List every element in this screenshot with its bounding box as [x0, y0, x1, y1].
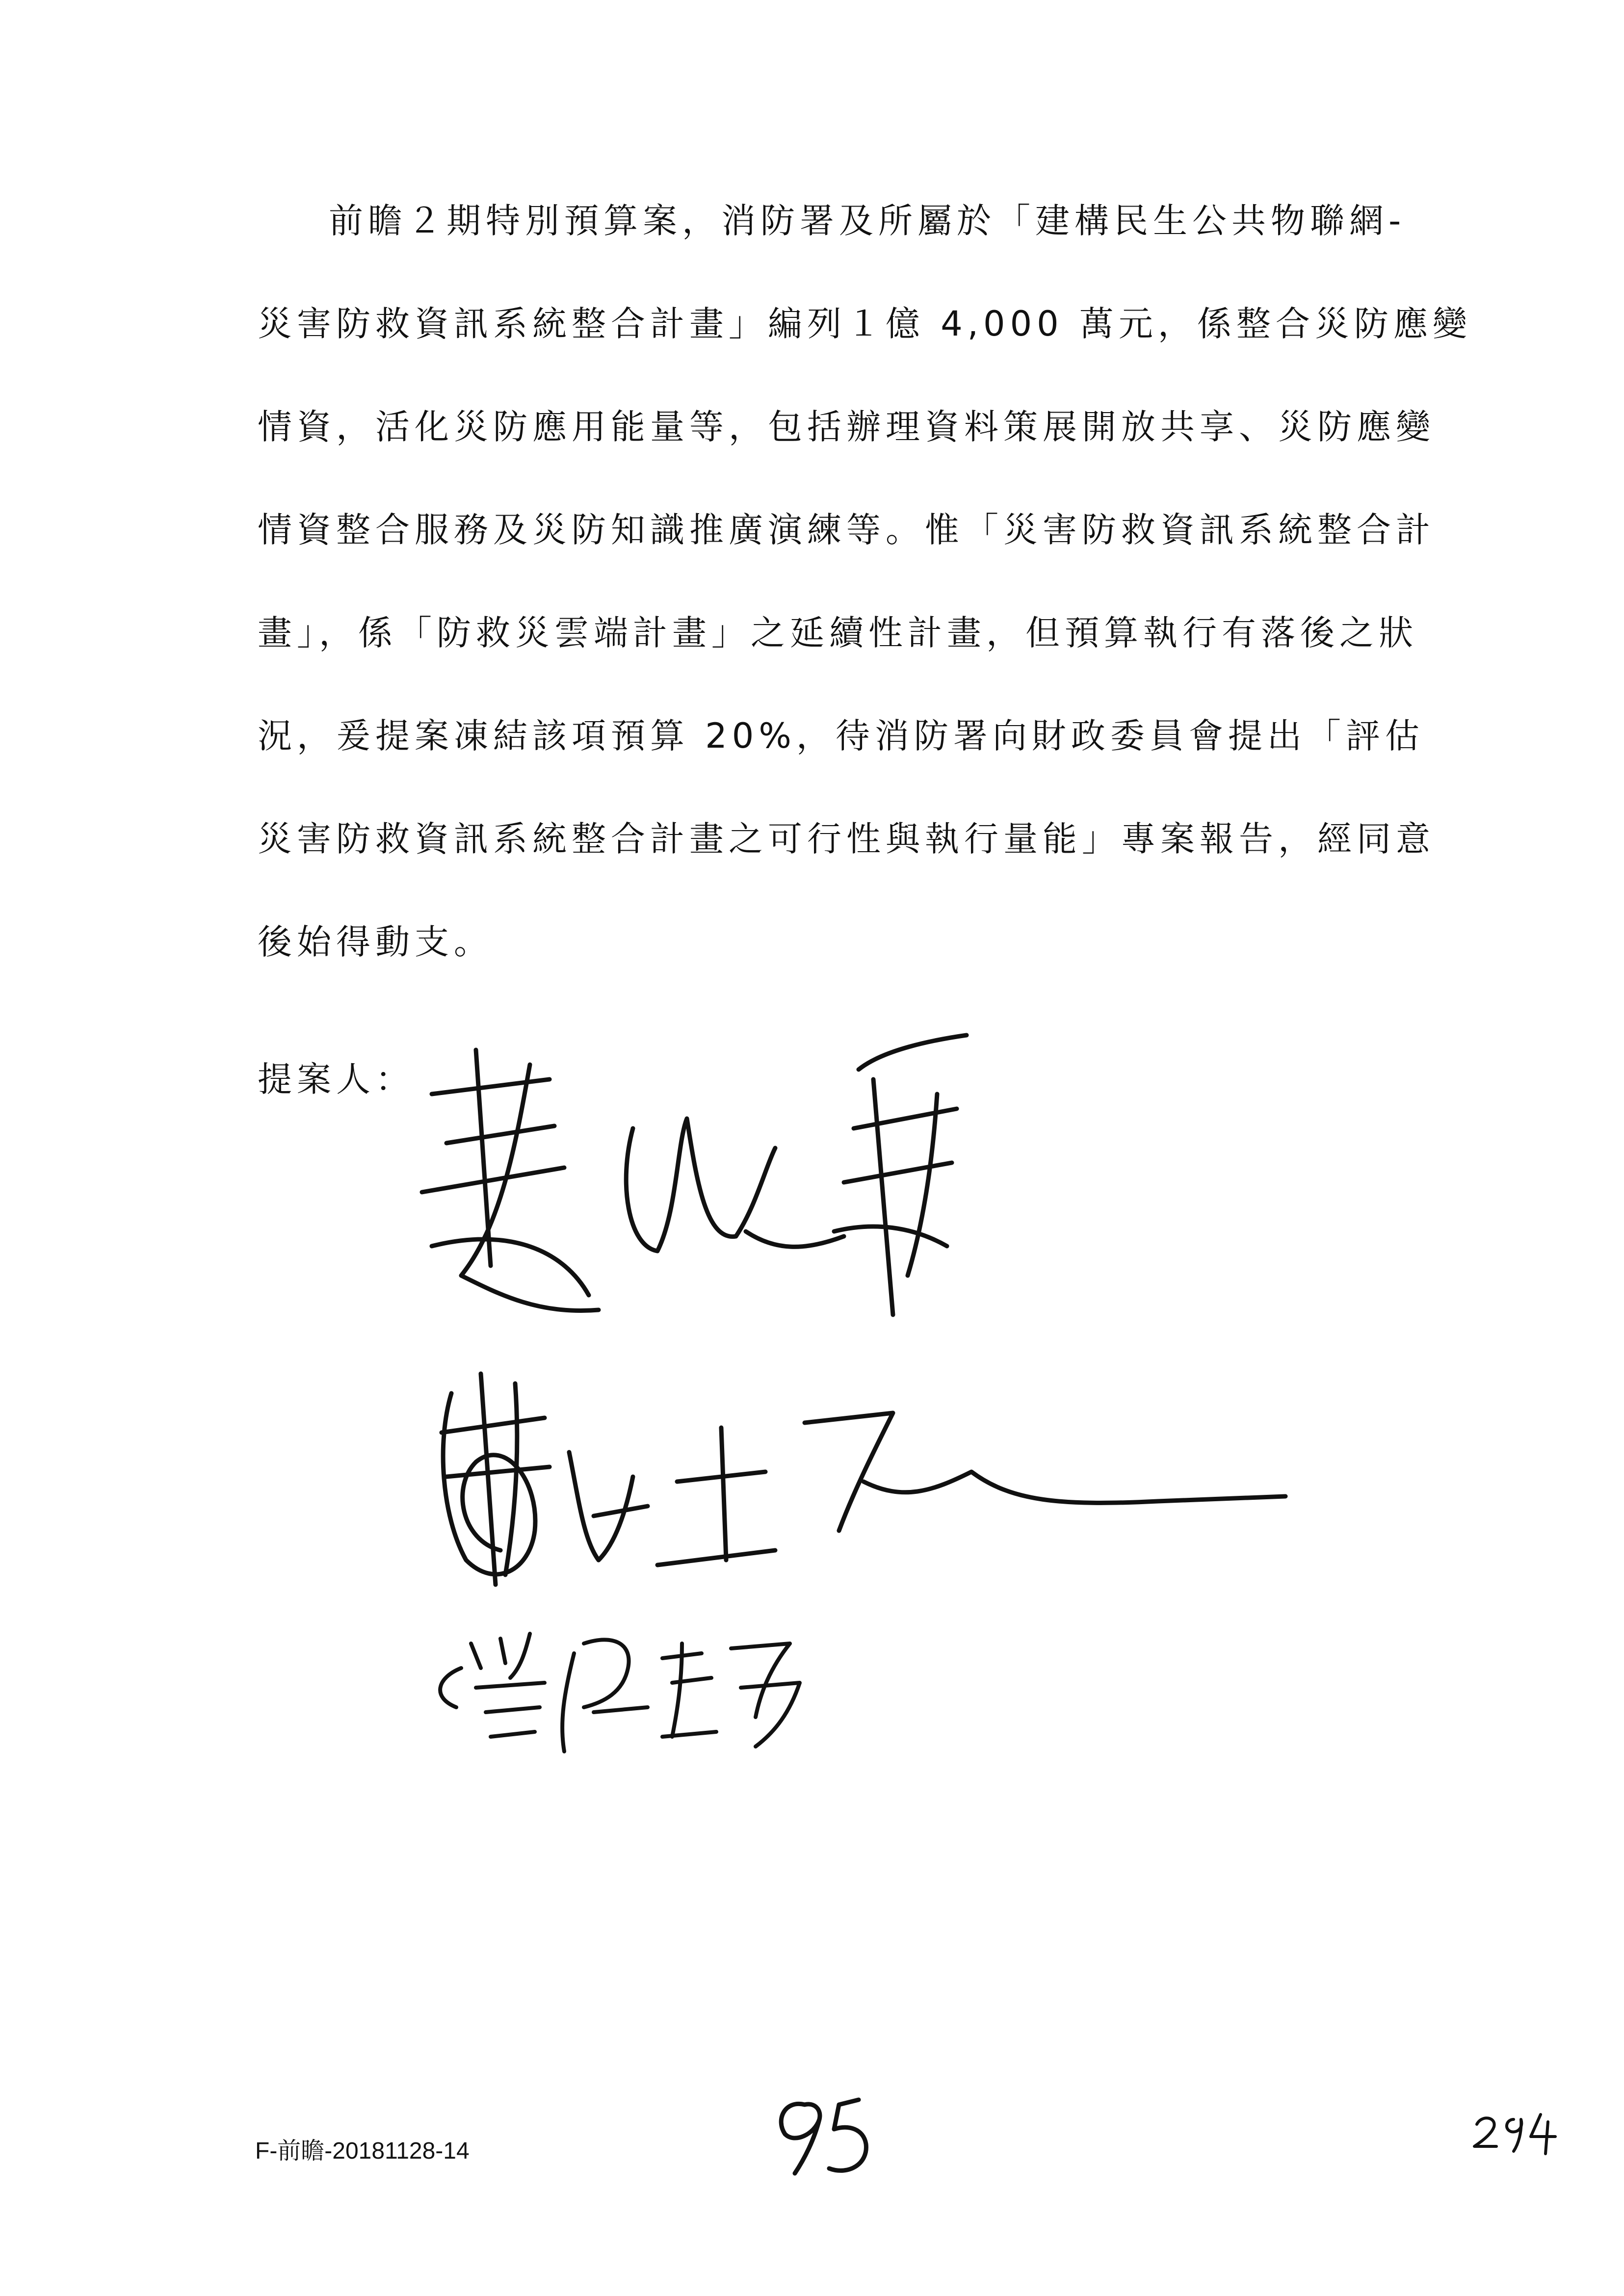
handwritten-page-number [765, 2090, 893, 2178]
body-line-5: 畫」，係「防救災雲端計畫」之延續性計畫，但預算執行有落後之狀 [258, 613, 1418, 653]
body-line-3: 情資，活化災防應用能量等，包括辦理資料策展開放共享、災防應變 [258, 407, 1435, 447]
footer-document-code: F-前瞻-20181128-14 [255, 2138, 470, 2164]
proposer-label: 提案人： [258, 1059, 415, 1099]
signature-3 [417, 1614, 810, 1761]
body-line-2: 災害防救資訊系統整合計畫」編列１億 4,000 萬元，係整合災防應變 [258, 304, 1472, 344]
signature-1 [402, 1020, 991, 1334]
body-line-6: 況，爰提案凍結該項預算 20%，待消防署向財政委員會提出「評估 [258, 716, 1424, 756]
proposal-body [0, 0, 1624, 1030]
body-line-1: 前瞻２期特別預算案，消防署及所屬於「建構民生公共物聯網- [329, 201, 1406, 241]
body-line-7: 災害防救資訊系統整合計畫之可行性與執行量能」專案報告，經同意 [258, 819, 1435, 859]
handwritten-corner-number [1467, 2105, 1565, 2159]
body-line-8: 後始得動支。 [258, 922, 493, 962]
body-line-4: 情資整合服務及災防知識推廣演練等。惟「災害防救資訊系統整合計 [258, 510, 1435, 550]
signature-2 [422, 1354, 1305, 1609]
